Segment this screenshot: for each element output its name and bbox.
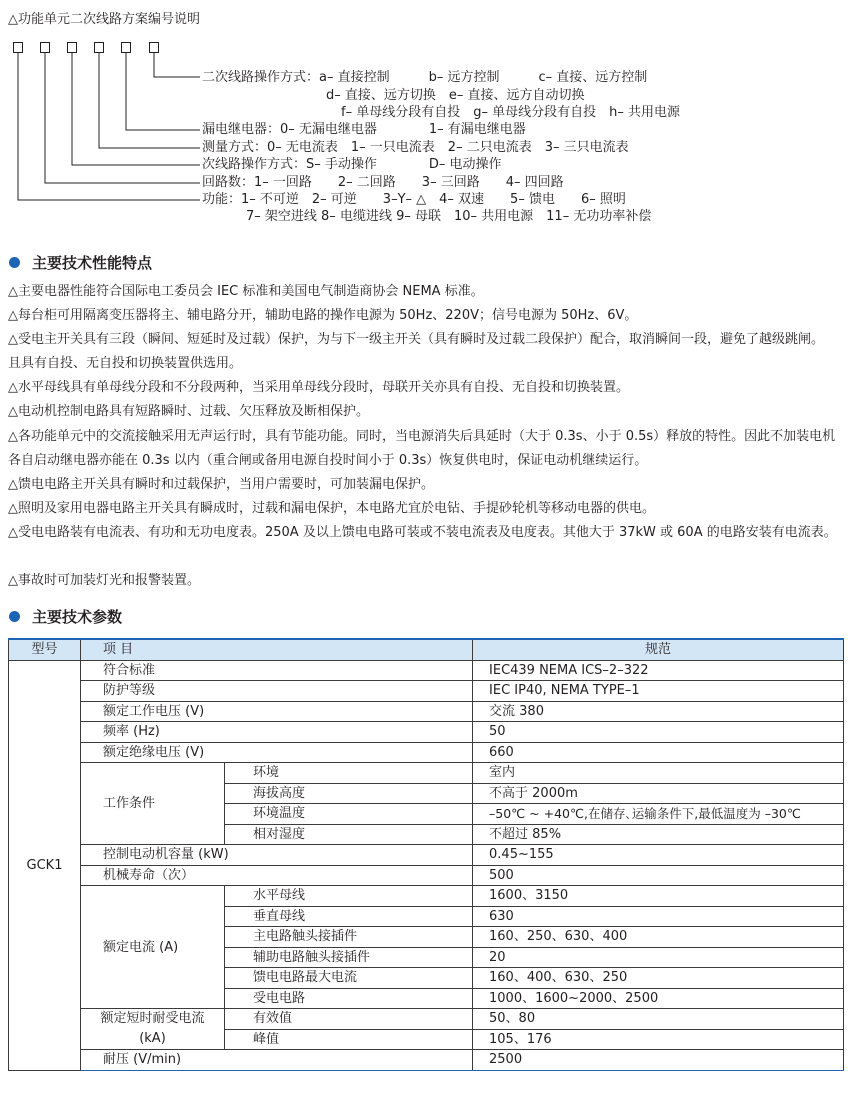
feature-item: △受电主开关具有三段（瞬间、短延时及过载）保护，为与下一级主开关（具有瞬时及过载二段保护）配合，取消瞬间一段，避免了越级跳闸。 且具有自投、无自投和切换装置供选用。 xyxy=(8,332,844,371)
header-spec: 规范 xyxy=(473,639,844,660)
code-line-operation-cont1: d– 直接、远方切换 e– 直接、远方自动切换 xyxy=(326,88,585,103)
feature-item: △每台柜可用隔离变压器将主、辅电路分开，辅助电路的操作电源为 50Hz、220V；信号电源为 50Hz、6V。 xyxy=(8,308,638,323)
row-subitem: 馈电电路最大电流 xyxy=(225,968,473,989)
row-spec: 160、400、630、250 xyxy=(473,968,844,989)
row-spec: 20 xyxy=(473,947,844,968)
params-table xyxy=(8,638,844,1071)
row-spec: 630 xyxy=(473,906,844,927)
row-spec: 500 xyxy=(473,865,844,886)
row-spec: 交流 380 xyxy=(473,701,844,722)
row-subitem: 环境 xyxy=(225,763,473,784)
header-item: 项 目 xyxy=(81,639,473,660)
row-spec: 1600、3150 xyxy=(473,886,844,907)
row-spec: 50 xyxy=(473,722,844,743)
code-line-circuit-count: 回路数：1– 一回路 2– 二回路 3– 三回路 4– 四回路 xyxy=(202,175,564,190)
row-item: 额定工作电压 (V) xyxy=(81,701,473,722)
row-spec: 不高于 2000m xyxy=(473,783,844,804)
code-section-title: △功能单元二次线路方案编号说明 xyxy=(8,12,200,27)
feature-item: △馈电电路主开关具有瞬时和过载保护，当用户需要时，可加装漏电保护。 xyxy=(8,477,434,492)
table-row xyxy=(9,660,844,681)
row-subitem: 相对湿度 xyxy=(225,824,473,845)
code-line-operation-cont2: f– 单母线分段有自投 g– 单母线分段有自投 h– 共用电源 xyxy=(341,105,680,120)
table-row xyxy=(9,722,844,743)
feature-item: △水平母线具有单母线分段和不分段两种，当采用单母线分段时，母联开关亦具有自投、无自投和切换装置。 xyxy=(8,380,629,395)
row-spec: 660 xyxy=(473,742,844,763)
code-line-function: 功能：1– 不可逆 2– 可逆 3–Y– △ 4– 双速 5– 馈电 6– 照明 xyxy=(202,192,626,207)
row-subitem: 环境温度 xyxy=(225,804,473,825)
table-row xyxy=(9,845,844,866)
row-spec: 1000、1600~2000、2500 xyxy=(473,988,844,1009)
table-row xyxy=(9,681,844,702)
row-item: 符合标准 xyxy=(81,660,473,681)
row-subitem: 水平母线 xyxy=(225,886,473,907)
row-subitem: 垂直母线 xyxy=(225,906,473,927)
row-spec: 2500 xyxy=(473,1050,844,1071)
code-line-operation: 二次线路操作方式：a– 直接控制 b– 远方控制 c– 直接、远方控制 xyxy=(202,70,648,85)
group-rated-current: 额定电流 (A) xyxy=(81,886,225,1009)
row-spec: IEC IP40, NEMA TYPE–1 xyxy=(473,681,844,702)
features-bullet-icon xyxy=(9,257,20,268)
model-cell: GCK1 xyxy=(9,660,81,1070)
row-item: 耐压 (V/min) xyxy=(81,1050,473,1071)
row-item: 防护等级 xyxy=(81,681,473,702)
group-short-time-line2: (kA) xyxy=(139,1031,166,1046)
params-title: 主要技术参数 xyxy=(32,608,123,626)
table-row xyxy=(9,763,844,784)
table-row xyxy=(9,701,844,722)
row-item: 机械寿命（次） xyxy=(81,865,473,886)
table-row xyxy=(9,1050,844,1071)
row-subitem: 受电电路 xyxy=(225,988,473,1009)
row-spec: 160、250、630、400 xyxy=(473,927,844,948)
row-spec: 105、176 xyxy=(473,1029,844,1050)
features-title: 主要技术性能特点 xyxy=(32,254,153,272)
row-subitem: 辅助电路触头接插件 xyxy=(225,947,473,968)
feature-item: △主要电器性能符合国际电工委员会 IEC 标准和美国电气制造商协会 NEMA 标准。 xyxy=(8,284,484,299)
row-item: 频率 (Hz) xyxy=(81,722,473,743)
group-short-time-line1: 额定短时耐受电流 xyxy=(100,1011,205,1026)
row-subitem: 主电路触头接插件 xyxy=(225,927,473,948)
row-subitem: 海拔高度 xyxy=(225,783,473,804)
code-line-secondary-operation: 次线路操作方式：S– 手动操作 D– 电动操作 xyxy=(202,157,502,172)
row-subitem: 峰值 xyxy=(225,1029,473,1050)
table-row xyxy=(9,886,844,907)
row-item: 额定绝缘电压 (V) xyxy=(81,742,473,763)
feature-item: △各功能单元中的交流接触采用无声运行时，具有节能功能。同时，当电源消失后具延时（大于 0.3s、小于 0.5s）释放的特性。因此不加装电机各自启动继电器亦能在 0.3s 以内（重合闸或备用电源自投时间小于 0.3s）恢复供电时，保证电动机继续运行。 xyxy=(8,429,836,468)
feature-item: △照明及家用电器电路主开关具有瞬成时，过载和漏电保护，本电路尤宜於电钻、手提砂轮机等移动电器的供电。 xyxy=(8,501,655,516)
code-line-function-cont: 7– 架空进线 8– 电缆进线 9– 母联 10– 共用电源 11– 无功功率补偿 xyxy=(246,209,652,224)
table-row xyxy=(9,1009,844,1030)
row-subitem: 有效值 xyxy=(225,1009,473,1030)
feature-item: △受电电路装有电流表、有功和无功电度表。250A 及以上馈电电路可装或不装电流表及电度表。其他大于 37kW 或 60A 的电路安装有电流表。 xyxy=(8,525,837,540)
code-line-leakage-relay: 漏电继电器：0– 无漏电继电器 1– 有漏电继电器 xyxy=(202,122,526,137)
table-row xyxy=(9,742,844,763)
group-working-conditions: 工作条件 xyxy=(81,763,225,845)
feature-item: △事故时可加装灯光和报警装置。 xyxy=(8,573,200,588)
row-spec: 0.45~155 xyxy=(473,845,844,866)
row-spec: 不超过 85% xyxy=(473,824,844,845)
table-row xyxy=(9,865,844,886)
row-spec: 室内 xyxy=(473,763,844,784)
params-bullet-icon xyxy=(9,611,20,622)
group-short-time-current xyxy=(81,1009,225,1050)
code-line-measurement: 测量方式：0– 无电流表 1– 一只电流表 2– 二只电流表 3– 三只电流表 xyxy=(202,140,629,155)
row-item: 控制电动机容量 (kW) xyxy=(81,845,473,866)
row-spec: –50℃ ~ +40℃,在储存､运输条件下,最低温度为 –30℃ xyxy=(473,804,844,825)
feature-item: △电动机控制电路具有短路瞬时、过载、欠压释放及断相保护。 xyxy=(8,404,369,419)
row-spec: 50、80 xyxy=(473,1009,844,1030)
row-spec: IEC439 NEMA ICS–2–322 xyxy=(473,660,844,681)
table-header-row xyxy=(9,639,844,660)
header-model: 型号 xyxy=(9,639,81,660)
